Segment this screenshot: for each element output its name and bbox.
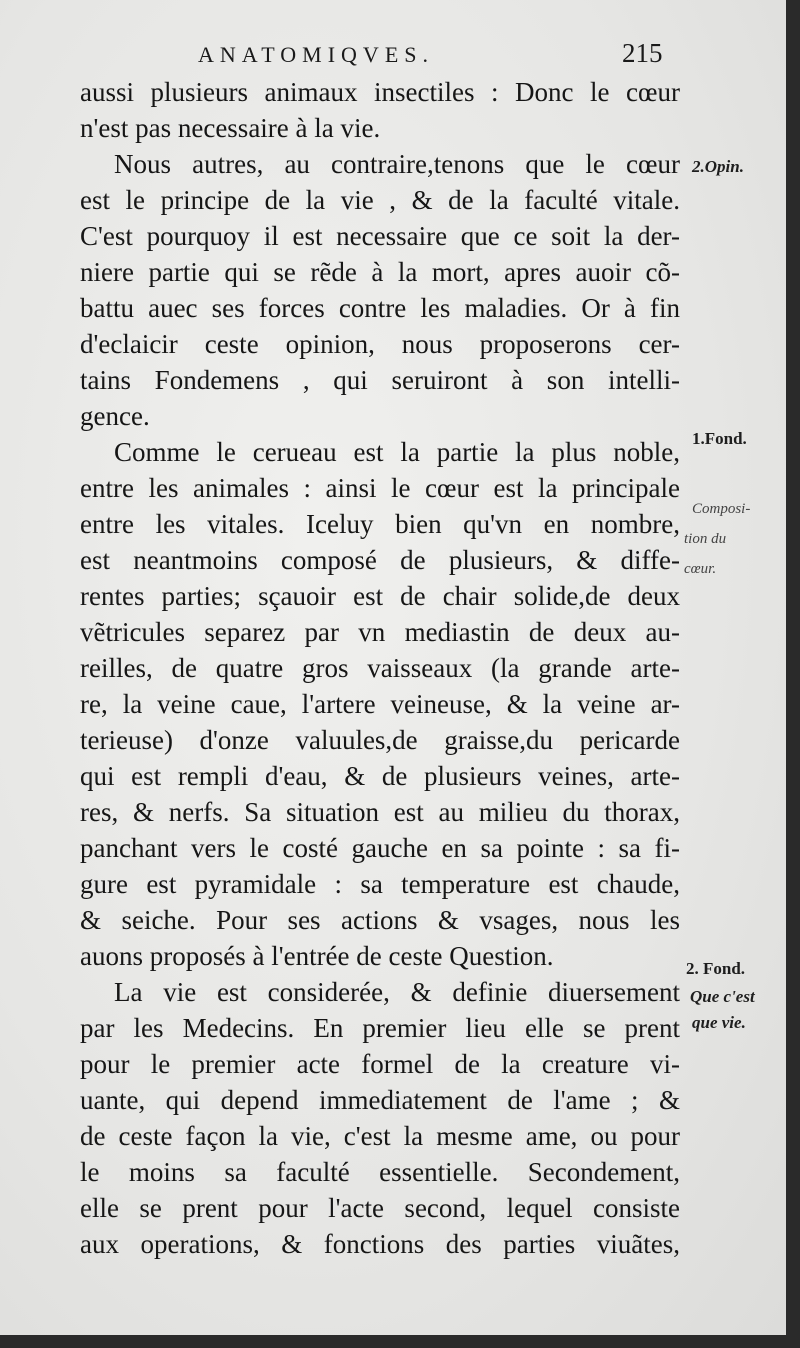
text-line: reilles, de quatre gros vaisseaux (la grande arte- bbox=[80, 653, 680, 683]
text-line: battu auec ses forces contre les maladies. Or à fin bbox=[80, 293, 680, 323]
text-line: n'est pas necessaire à la vie. bbox=[80, 113, 381, 143]
text-line: entre les vitales. Iceluy bien qu'vn en nombre, bbox=[80, 509, 680, 539]
text-line: vẽtricules separez par vn mediastin de deux au- bbox=[80, 617, 680, 647]
text-line: qui est rempli d'eau, & de plusieurs veines, arte- bbox=[80, 761, 680, 791]
page-number: 215 bbox=[622, 38, 663, 68]
margin-note: 1.Fond. bbox=[692, 429, 747, 448]
margin-note: Que c'est bbox=[690, 987, 755, 1006]
text-line: C'est pourquoy il est necessaire que ce soit la der- bbox=[80, 221, 680, 251]
text-line: d'eclaicir ceste opinion, nous proposerons cer- bbox=[80, 329, 680, 359]
margin-note: 2.Opin. bbox=[692, 157, 744, 176]
text-line: panchant vers le costé gauche en sa pointe : sa fi- bbox=[80, 833, 680, 863]
text-line: elle se prent pour l'acte second, lequel consiste bbox=[80, 1193, 680, 1223]
text-line: aussi plusieurs animaux insectiles : Donc le cœur bbox=[80, 77, 680, 107]
text-line: uante, qui depend immediatement de l'ame ; & bbox=[80, 1085, 680, 1115]
text-line: La vie est considerée, & definie diuersement bbox=[114, 977, 680, 1007]
text-line: est neantmoins composé de plusieurs, & diffe- bbox=[80, 545, 680, 575]
text-line: gence. bbox=[80, 401, 150, 431]
text-line: niere partie qui se rẽde à la mort, apres auoir cõ- bbox=[80, 257, 680, 287]
text-line: de ceste façon la vie, c'est la mesme ame, ou pour bbox=[80, 1121, 680, 1151]
margin-note: 2. Fond. bbox=[686, 959, 746, 978]
text-line: rentes parties; sçauoir est de chair solide,de deux bbox=[80, 581, 680, 611]
margin-note: tion du bbox=[684, 531, 727, 547]
text-line: Nous autres, au contraire,tenons que le cœur bbox=[114, 149, 680, 179]
text-line: gure est pyramidale : sa temperature est chaude, bbox=[80, 869, 680, 899]
text-line: pour le premier acte formel de la creature vi- bbox=[80, 1049, 680, 1079]
running-head: ANATOMIQVES. bbox=[198, 42, 434, 67]
text-line: & seiche. Pour ses actions & vsages, nous les bbox=[80, 905, 680, 935]
margin-note: cœur. bbox=[684, 561, 717, 577]
text-line: res, & nerfs. Sa situation est au milieu du thorax, bbox=[80, 797, 680, 827]
text-line: est le principe de la vie , & de la faculté vitale. bbox=[80, 185, 680, 215]
text-line: re, la veine caue, l'artere veineuse, & la veine ar- bbox=[80, 689, 680, 719]
text-line: le moins sa faculté essentielle. Secondement, bbox=[80, 1157, 680, 1187]
margin-note: que vie. bbox=[692, 1013, 746, 1032]
text-line: tains Fondemens , qui seruiront à son intelli- bbox=[80, 365, 680, 395]
text-line: entre les animales : ainsi le cœur est la principale bbox=[80, 473, 680, 503]
text-line: auons proposés à l'entrée de ceste Question. bbox=[80, 941, 554, 971]
text-line: par les Medecins. En premier lieu elle se prent bbox=[80, 1013, 680, 1043]
text-line: Comme le cerueau est la partie la plus noble, bbox=[114, 437, 680, 467]
text-line: aux operations, & fonctions des parties viuãtes, bbox=[80, 1229, 680, 1259]
margin-note: Composi- bbox=[692, 501, 751, 517]
text-line: terieuse) d'onze valuules,de graisse,du pericarde bbox=[80, 725, 680, 755]
